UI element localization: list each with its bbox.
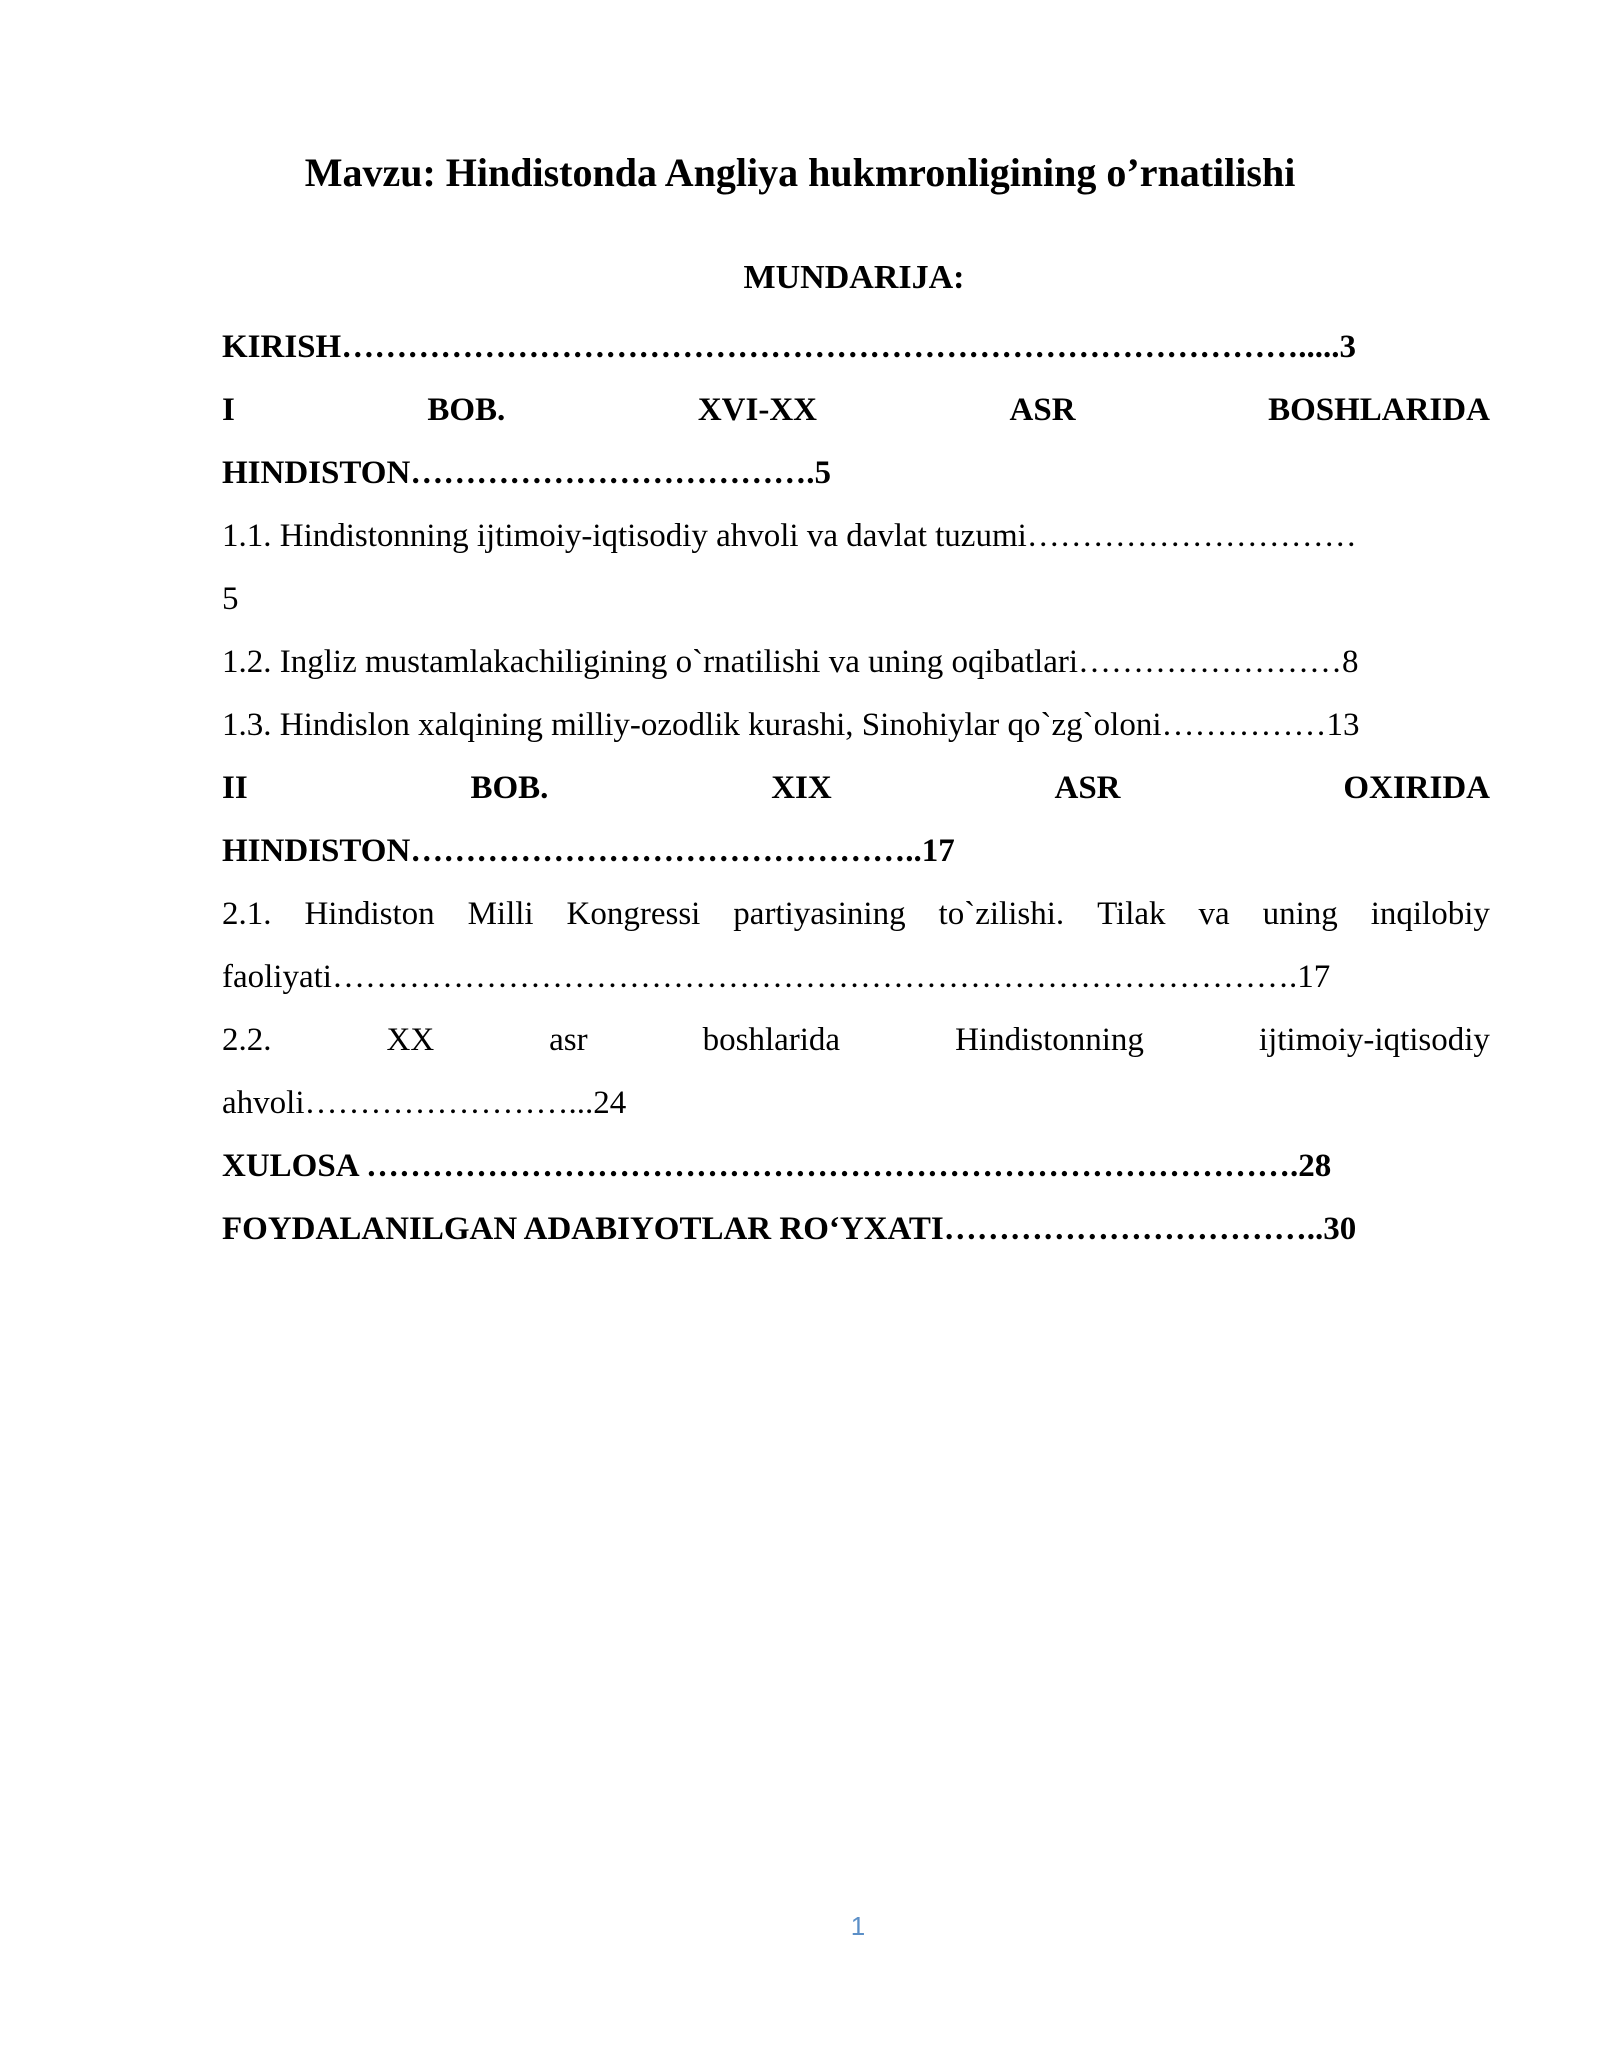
- toc-word: Hindistonning: [955, 1022, 1144, 1058]
- toc-word: ASR: [1054, 770, 1121, 806]
- toc-entry-bob2: [222, 757, 1490, 820]
- contents-heading: MUNDARIJA:: [743, 259, 965, 296]
- toc-word: 2.2.: [222, 1022, 272, 1058]
- toc-entry-2-1: [222, 883, 1490, 946]
- toc-word: XX: [386, 1022, 435, 1058]
- toc-word: va: [1198, 896, 1230, 932]
- toc-word: Hindiston: [304, 896, 435, 932]
- toc-word: Milli: [467, 896, 534, 932]
- toc-entry-1-3: 1.3. Hindislon xalqining milliy-ozodlik kurashi, Sinohiylar qo`zg`oloni……………13: [222, 707, 1360, 743]
- table-of-contents: [222, 316, 1490, 1261]
- toc-word: BOSHLARIDA: [1268, 392, 1490, 428]
- toc-word: boshlarida: [702, 1022, 841, 1058]
- toc-word: I: [222, 392, 235, 428]
- toc-word: ijtimoiy-iqtisodiy: [1258, 1022, 1490, 1058]
- toc-word: II: [222, 770, 248, 806]
- toc-entry-xulosa: XULOSA ………………………………………………………………………….28: [222, 1148, 1332, 1184]
- page-number: 1: [850, 1911, 866, 1941]
- toc-word: XIX: [771, 770, 832, 806]
- toc-word: BOB.: [470, 770, 549, 806]
- toc-word: Kongressi: [566, 896, 701, 932]
- toc-word: XVI-XX: [697, 392, 817, 428]
- toc-word: inqilobiy: [1370, 896, 1490, 932]
- document-title: Mavzu: Hindistonda Angliya hukmronligining o’rnatilishi: [304, 150, 1296, 195]
- toc-entry-1-1: 1.1. Hindistonning ijtimoiy-iqtisodiy ahvoli va davlat tuzumi…………………………: [222, 518, 1357, 554]
- toc-entry-bob1: [222, 379, 1490, 442]
- toc-word: Tilak: [1097, 896, 1166, 932]
- toc-entry-1-1-page: 5: [222, 581, 239, 617]
- toc-word: OXIRIDA: [1343, 770, 1490, 806]
- toc-entry-kirish: KIRISH…………………………………………………………………………….....3: [222, 329, 1356, 365]
- toc-entry-2-1-continuation: faoliyati…………………………………………………………………………….17: [222, 959, 1331, 995]
- toc-entry-2-2: [222, 1009, 1490, 1072]
- toc-entry-2-2-continuation: ahvoli……………………...24: [222, 1085, 627, 1121]
- toc-entry-adabiyotlar: FOYDALANILGAN ADABIYOTLAR RO‘YXATI……………………………..30: [222, 1211, 1357, 1247]
- toc-word: BOB.: [427, 392, 506, 428]
- toc-entry-bob1-continuation: HINDISTON……………………………….5: [222, 455, 832, 491]
- toc-word: ASR: [1009, 392, 1076, 428]
- toc-word: asr: [549, 1022, 588, 1058]
- toc-entry-bob2-continuation: HINDISTON………………………………………..17: [222, 833, 955, 869]
- toc-word: partiyasining: [733, 896, 906, 932]
- toc-entry-1-2: 1.2. Ingliz mustamlakachiligining o`rnatilishi va uning oqibatlari……………………8: [222, 644, 1359, 680]
- toc-word: 2.1.: [222, 896, 272, 932]
- toc-word: to`zilishi.: [938, 896, 1065, 932]
- toc-word: uning: [1262, 896, 1338, 932]
